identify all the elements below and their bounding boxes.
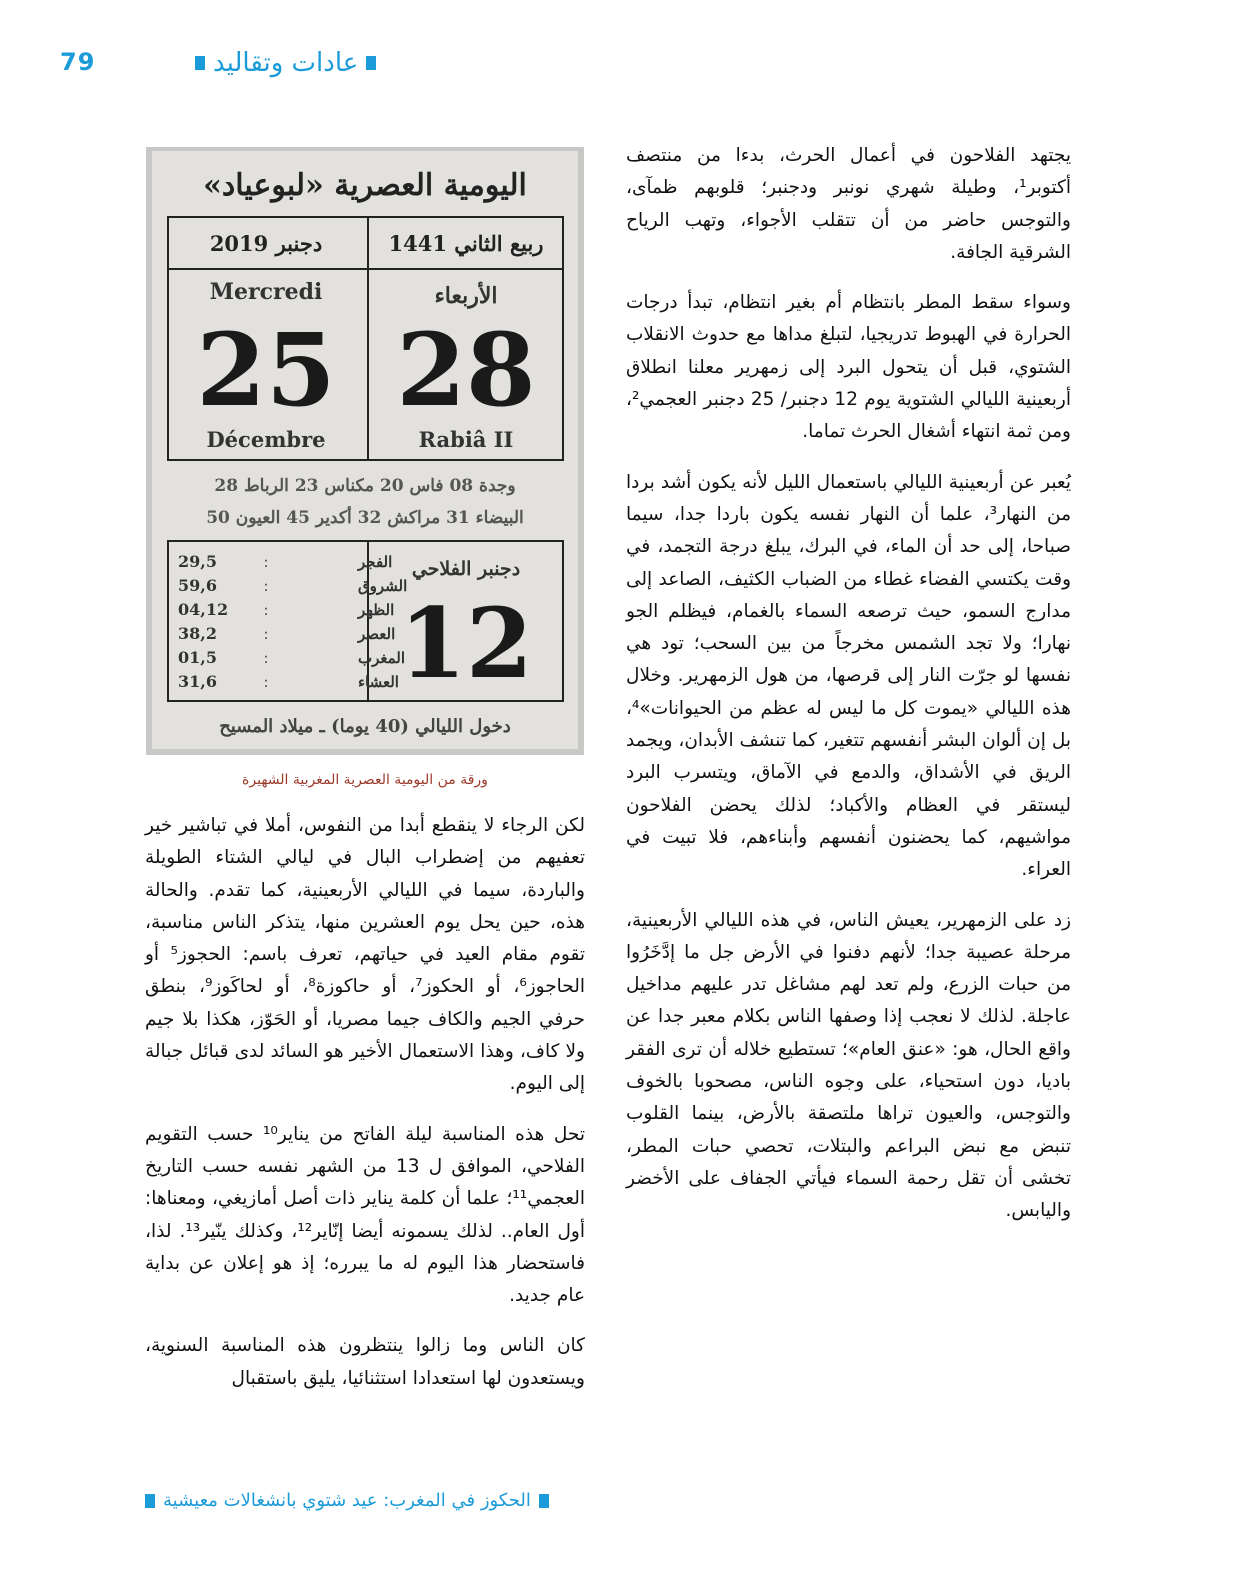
bullet-square-icon bbox=[145, 1494, 155, 1508]
calendar-bottom-line: دخول الليالي (40 يوما) ـ ميلاد المسيح bbox=[219, 716, 511, 737]
cities-line-1: وجدة 08 فاس 20 مكناس 23 الرباط 28 bbox=[214, 476, 516, 496]
paragraph: تحل هذه المناسبة ليلة الفاتح من يناير¹⁰ حسب التقويم الفلاحي، الموافق ل 13 من الشهر نفسه حسب التاريخ العجمي¹¹؛ علما أن كلمة يناير ذات أصل أمازيغي، ومعناها: أول العام.. لذلك يسمونه أيضا إنّاير¹²، وكذلك ينّير¹³. لذا، فاستحضار هذا اليوم له ما يبرره؛ إذ هو إعلان عن بداية عام جديد. bbox=[145, 1123, 585, 1307]
prayer-time: 38,2 bbox=[178, 624, 217, 643]
cities-line-2: البيضاء 31 مراكش 32 أكدير 45 العيون 50 bbox=[206, 508, 524, 528]
paragraph: لكن الرجاء لا ينقطع أبدا من النفوس، أملا في تباشير خير تعفيهم من إضطراب البال في ليالي الشتاء الطويلة والباردة، سيما في الليالي الأربعينية، كما تقدم. والحالة هذه، حين يحل يوم العشرين منها، يتذكر الناس مناسبة، تقوم مقام العيد في حياتهم، تعرف باسم: الحجوز⁵ أو الحاجوز⁶، أو الحكوز⁷، أو حاكوزة⁸، أو لحاكَوز⁹، بنطق حرفي الجيم والكاف جيما مصريا، أو الحَوّز، هكذا بلا جيم ولا كاف، وهذا الاستعمال الأخير هو السائد لدى قبائل جبالة إلى اليوم. bbox=[145, 815, 586, 1095]
paragraph: كان الناس وما زالوا ينتظرون هذه المناسبة السنوية، ويستعدون لها استعدادا استثنائيا، يليق باستقبال bbox=[145, 1335, 585, 1389]
day-name-ar: الأربعاء bbox=[434, 283, 498, 309]
greg-month-label: دجنبر 2019 bbox=[209, 231, 323, 256]
prayer-name: العشاء bbox=[358, 673, 399, 691]
section-title bbox=[195, 48, 376, 78]
greg-month-fr: Décembre bbox=[206, 427, 326, 452]
agri-label: دجنبر الفلاحي bbox=[411, 558, 521, 580]
paragraph: وسواء سقط المطر بانتظام أم بغير انتظام، تبدأ درجات الحرارة في الهبوط تدريجيا، لتبلغ مداها مع حدوث الانقلاب الشتوي، قبل أن يتحول البرد إلى زمهرير معلنا انطلاق أربعينية الليالي الشتوية يوم 12 دجنبر/ 25 دجنبر العجمي²، ومن ثمة انتهاء أشغال الحرث تماما. bbox=[626, 292, 1071, 443]
prayer-time: 59,6 bbox=[178, 576, 217, 595]
prayer-separator: : bbox=[263, 651, 269, 667]
prayer-time: 31,6 bbox=[178, 672, 217, 691]
photo-caption: ورقة من اليومية العصرية المغربية الشهيرة bbox=[242, 772, 488, 788]
page-number: 79 bbox=[60, 48, 96, 76]
hijri-month-fr: Rabiâ II bbox=[418, 427, 514, 452]
prayer-time: 01,5 bbox=[178, 648, 217, 667]
prayer-time: 04,12 bbox=[178, 600, 229, 619]
prayer-name: الشروق bbox=[358, 577, 408, 595]
right-column bbox=[626, 140, 1071, 1246]
page-footer bbox=[145, 1490, 549, 1511]
prayer-name: الظهر bbox=[358, 601, 395, 619]
bullet-square-icon bbox=[366, 56, 376, 70]
prayer-name: المغرب bbox=[358, 649, 406, 667]
bullet-square-icon bbox=[195, 56, 205, 70]
agri-day-number: 12 bbox=[399, 587, 533, 700]
section-title-text: عادات وتقاليد bbox=[213, 48, 359, 78]
hijri-day-number: 28 bbox=[396, 311, 536, 429]
prayer-separator: : bbox=[263, 579, 269, 595]
bullet-square-icon bbox=[539, 1494, 549, 1508]
prayer-time: 29,5 bbox=[178, 552, 217, 571]
paragraph: زد على الزمهرير، يعيش الناس، في هذه الليالي الأربعينية، مرحلة عصيبة جدا؛ لأنهم دفنوا في الأرض جل ما إدَّخَرُوا من حبات الزرع، ولم تعد لهم مشاغل تدر عليهم مداخيل عاجلة. لذلك لا نعجب إذا وصفها الناس بكلام معبر جدا عن واقع الحال، هو: «عنق العام»؛ تستطيع خلاله أن ترى الفقر باديا، دون استحياء، على وجوه الناس، مصحوبا بالخوف والتوجس، والعيون تراها ملتصقة بالأرض، بينما القلوب تنبض مع نبض البراعم والبتلات، تحصي حبات المطر، تخشى أن تقل رحمة السماء فيأتي الجفاف على الأخضر واليابس. bbox=[626, 909, 1071, 1222]
calendar-photo bbox=[146, 147, 584, 755]
prayer-separator: : bbox=[263, 675, 269, 691]
page-header bbox=[60, 48, 1181, 88]
prayer-separator: : bbox=[263, 555, 269, 571]
prayer-name: العصر bbox=[358, 625, 396, 643]
calendar-sheet bbox=[146, 147, 584, 755]
hijri-month-label: ربيع الثاني 1441 bbox=[388, 231, 544, 256]
greg-day-number: 25 bbox=[196, 311, 336, 429]
paragraph: يُعبر عن أربعينية الليالي باستعمال الليل لأنه يكون أشد بردا من النهار³، علما أن النهار نفسه يكون باردا جدا، سيما صباحا، إلى حد أن الماء، في البرك، يبلغ درجة التجمد، في وقت يكتسي الفضاء غطاء من الضباب الكثيف، الصاعد إلى مدارج السمو، حيث ترصعه السماء بالغمام، فيظلم الجو نهارا؛ ولا تجد الشمس مخرجاً من بين السحب؛ تود هي نفسها لو جرّت النار إلى قرصها، من هول الزمهرير. وخلال هذه الليالي «يموت كل ما ليس له عظم من الحيوانات»⁴، بل إن ألوان البشر أنفسهم تتغير، كما تنشف الأبدان، ويجمد الريق في الأشداق، والدمع في الآماق، ويتسرب البرد ليستقر في العظام والأكباد؛ لذلك يحضن الفلاحون مواشيهم، كما يحضنون أنفسهم وأبناءهم، فلا تبيت في العراء. bbox=[626, 471, 1071, 881]
paragraph: يجتهد الفلاحون في أعمال الحرث، بدءا من منتصف أكتوبر¹، وطيلة شهري نونبر ودجنبر؛ قلوبهم ظمآى، والتوجس حاضر من أن تتقلب الأجواء، وتهب الرياح الشرقية الجافة. bbox=[626, 145, 1071, 263]
prayer-separator: : bbox=[263, 603, 269, 619]
prayer-separator: : bbox=[263, 627, 269, 643]
prayer-name: الفجر bbox=[358, 553, 393, 571]
left-column bbox=[145, 810, 585, 1413]
calendar-title: اليومية العصرية «لبوعياد» bbox=[203, 168, 527, 203]
footer-text: الحكوز في المغرب: عيد شتوي بانشغالات معيشية bbox=[163, 1490, 531, 1511]
day-name-fr: Mercredi bbox=[209, 279, 323, 305]
